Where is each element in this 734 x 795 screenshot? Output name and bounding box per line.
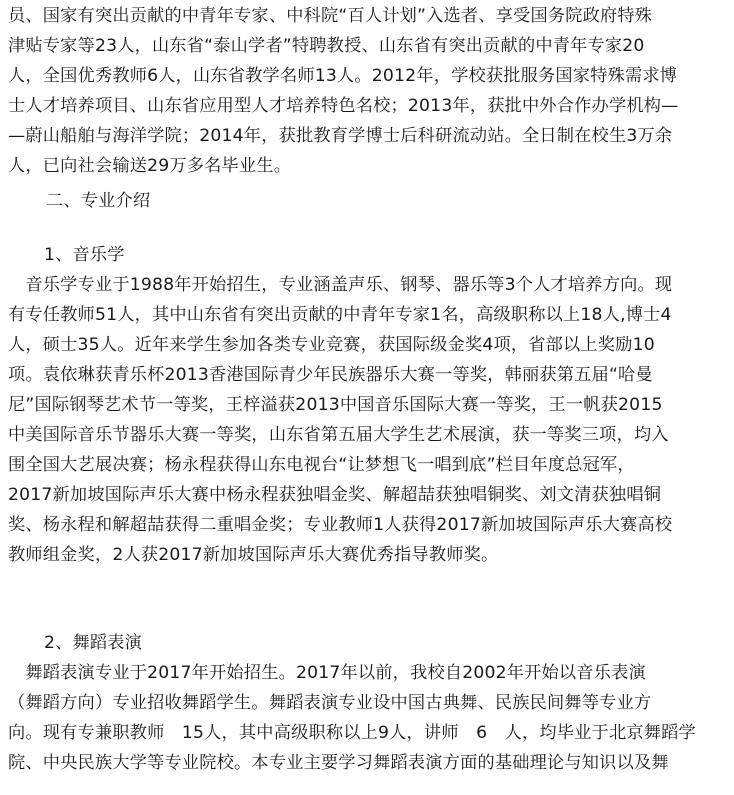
- dance-paragraph: [8, 658, 730, 778]
- dance-line: 舞蹈表演专业于2017年开始招生。2017年以前，我校自2002年开始以音乐表演: [8, 663, 646, 683]
- dance-heading: 2、舞蹈表演: [44, 633, 143, 653]
- dance-line: （舞蹈方向）专业招收舞蹈学生。舞蹈表演专业设中国古典舞、民族民间舞等专业方: [8, 693, 652, 713]
- music-line: 教师组金奖，2人获2017新加坡国际声乐大赛优秀指导教师奖。: [8, 545, 499, 565]
- intro-paragraph: [8, 1, 730, 181]
- intro-line: —蔚山船舶与海洋学院；2014年，获批教育学博士后科研流动站。全日制在校生3万余: [8, 126, 673, 146]
- intro-line: 津贴专家等23人，山东省“泰山学者”特聘教授、山东省有突出贡献的中青年专家20: [8, 36, 645, 56]
- music-paragraph: [8, 270, 730, 570]
- intro-line: 员、国家有突出贡献的中青年专家、中科院“百人计划”入选者、享受国务院政府特殊: [8, 6, 653, 26]
- intro-line: 人，全国优秀教师6人，山东省教学名师13人。2012年，学校获批服务国家特殊需求博: [8, 66, 678, 86]
- intro-line: 人，已向社会输送29万多名毕业生。: [8, 156, 292, 176]
- music-line: 项。袁依琳获青乐杯2013香港国际青少年民族器乐大赛一等奖，韩丽获第五届“哈曼: [8, 365, 653, 385]
- intro-line: 士人才培养项目、山东省应用型人才培养特色名校；2013年，获批中外合作办学机构—: [8, 96, 679, 116]
- music-line: 人，硕士35人。近年来学生参加各类专业竞赛，获国际级金奖4项，省部以上奖励10: [8, 335, 655, 355]
- music-line: 奖、杨永程和解超喆获得二重唱金奖；专业教师1人获得2017新加坡国际声乐大赛高校: [8, 515, 673, 535]
- music-line: 围全国大艺展决赛；杨永程获得山东电视台“让梦想飞一唱到底”栏目年度总冠军，: [8, 455, 635, 475]
- dance-line: 向。现有专兼职教师 15人，其中高级职称以上9人，讲师 6 人，均毕业于北京舞蹈学: [8, 723, 696, 743]
- section-heading: 二、专业介绍: [46, 191, 151, 211]
- music-line: 有专任教师51人，其中山东省有突出贡献的中青年专家1名，高级职称以上18人,博士4: [8, 305, 672, 325]
- dance-line: 院、中央民族大学等专业院校。本专业主要学习舞蹈表演方面的基础理论与知识以及舞: [8, 753, 669, 773]
- music-heading: 1、音乐学: [44, 245, 125, 265]
- music-line: 尼”国际钢琴艺术节一等奖，王梓溢获2013中国音乐国际大赛一等奖，王一帆获2015: [8, 395, 663, 415]
- music-line: 音乐学专业于1988年开始招生，专业涵盖声乐、钢琴、器乐等3个人才培养方向。现: [8, 275, 673, 295]
- music-line: 2017新加坡国际声乐大赛中杨永程获独唱金奖、解超喆获独唱铜奖、刘文清获独唱铜: [8, 485, 662, 505]
- music-line: 中美国际音乐节器乐大赛一等奖，山东省第五届大学生艺术展演，获一等奖三项，均入: [8, 425, 669, 445]
